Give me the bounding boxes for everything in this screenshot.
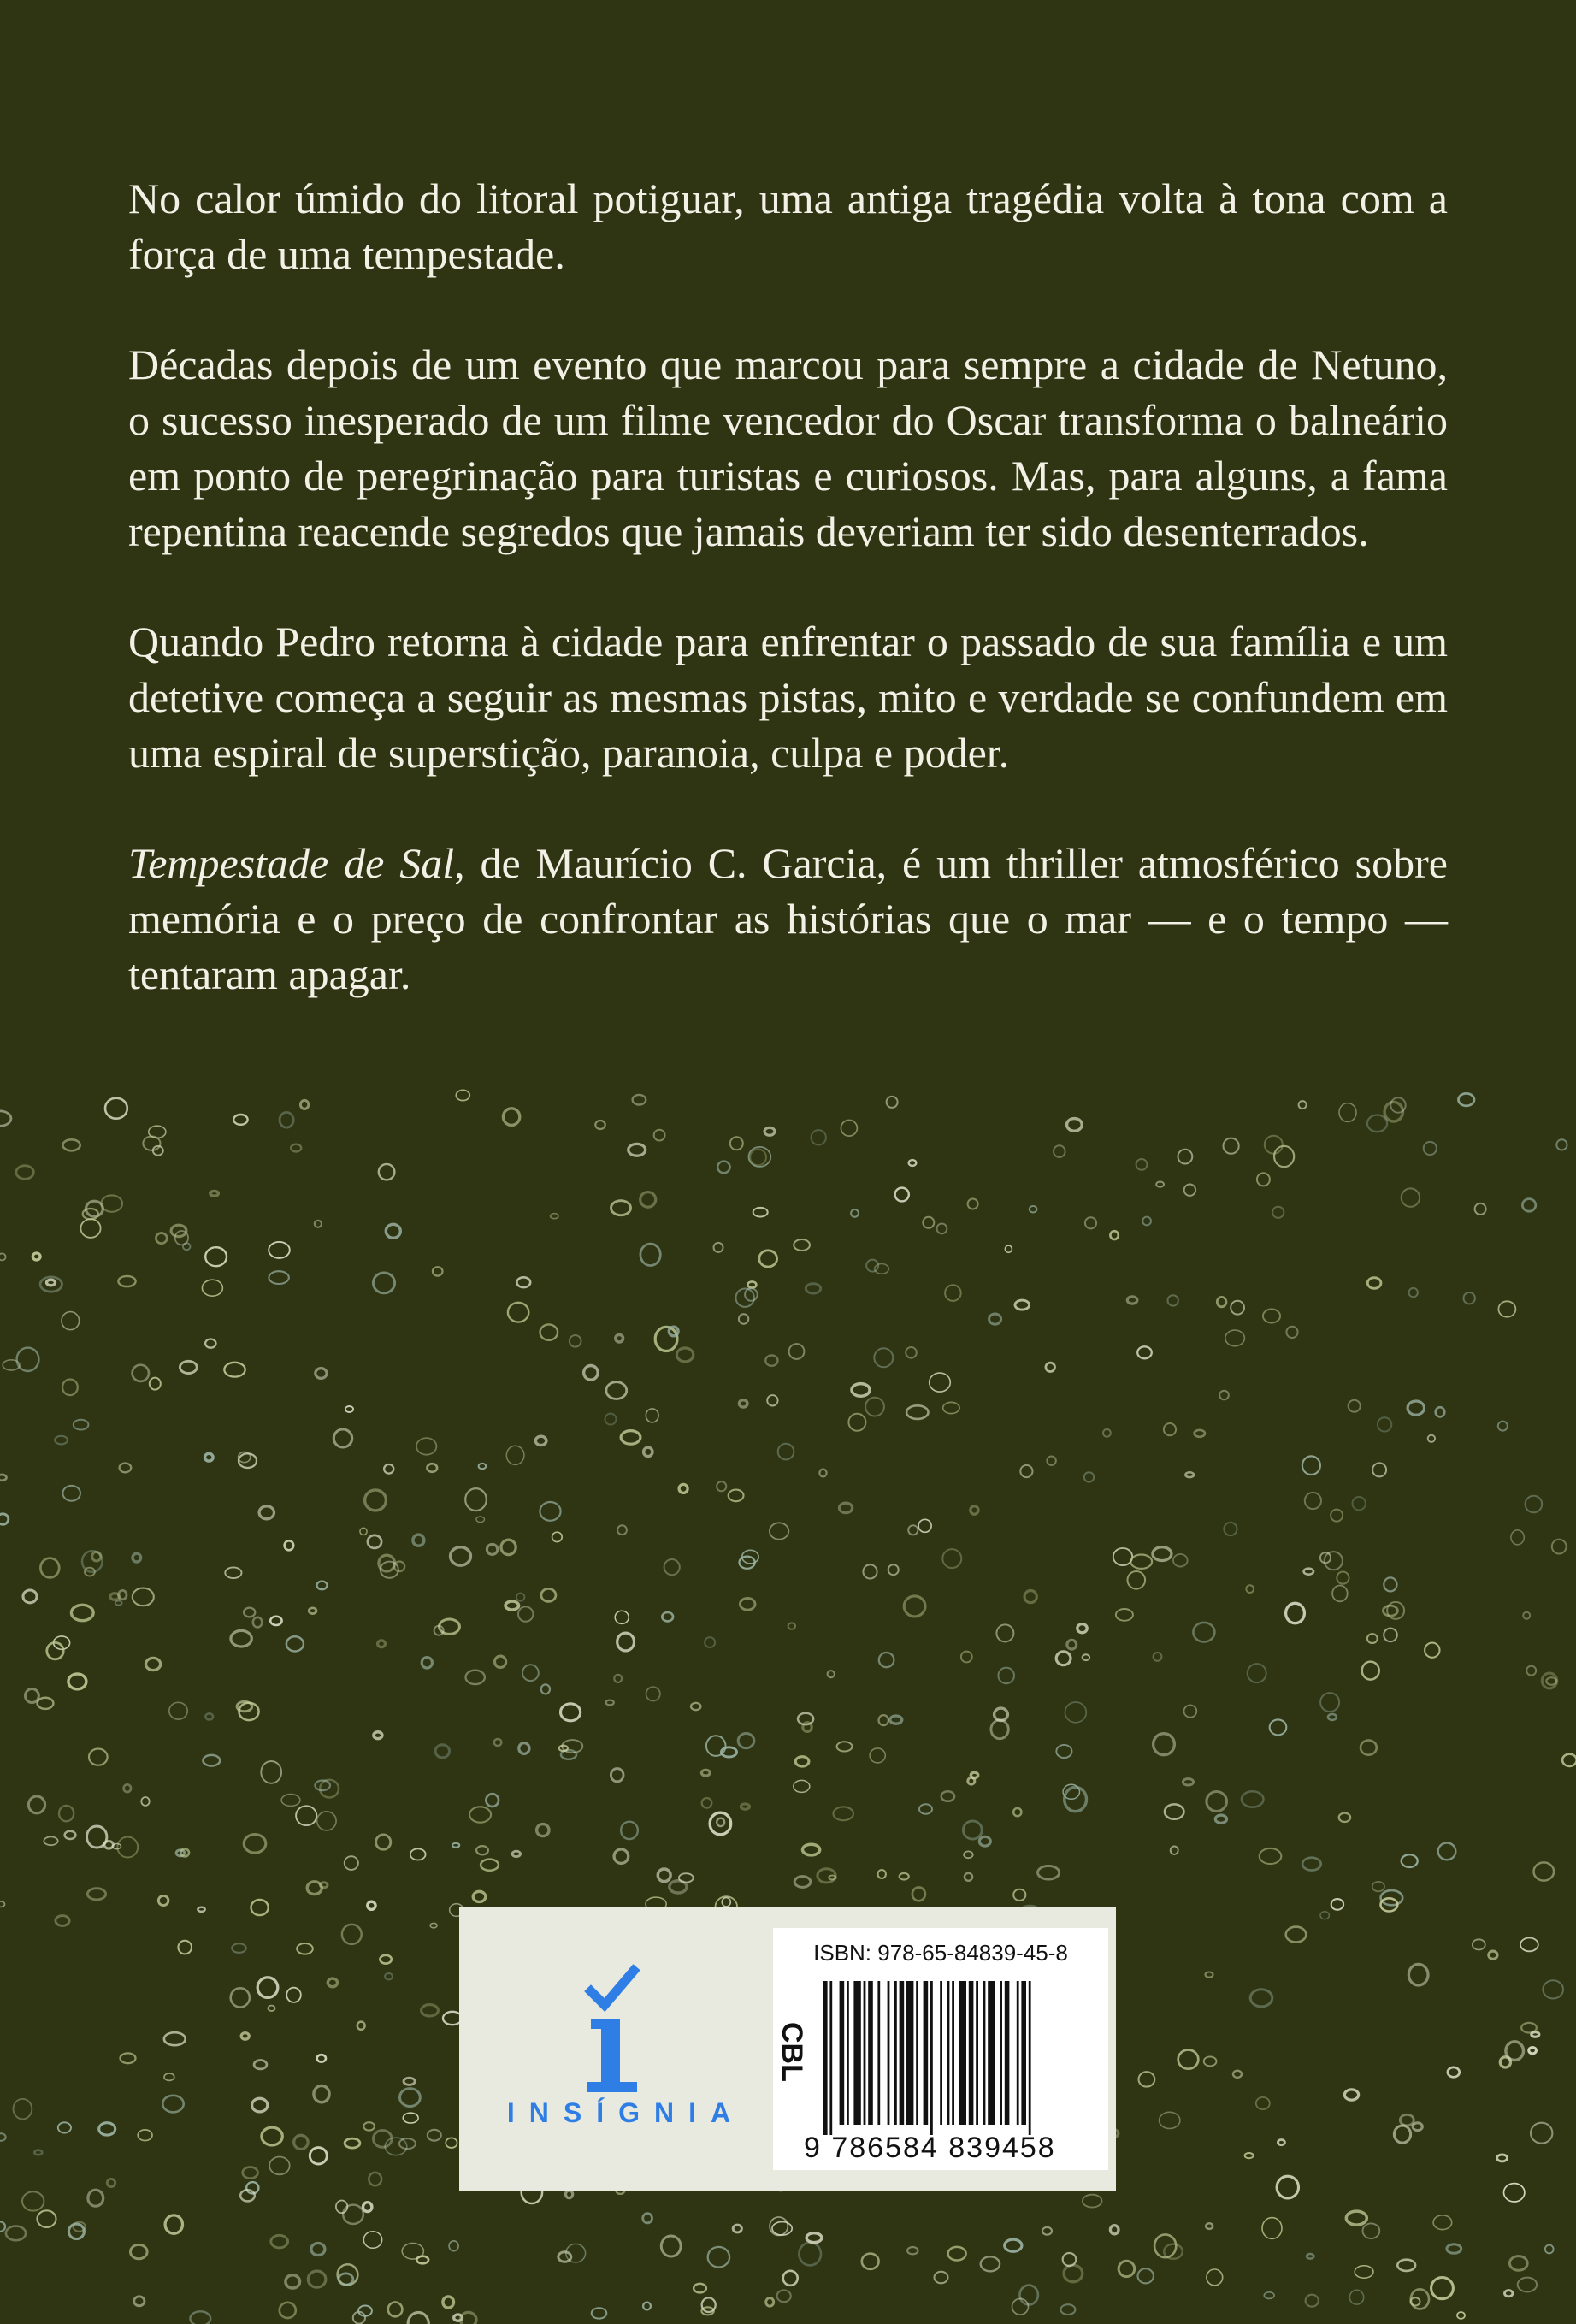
- blurb-paragraph-3: Quando Pedro retorna à cidade para enfrentar o passado de sua família e um detetive começa a seguir as mesmas pistas, mito e verdade se confundem em uma espiral de superstição, paranoia, culpa e poder.: [128, 618, 1448, 777]
- publisher-barcode-panel: [459, 1907, 1116, 2191]
- blurb-paragraph-4: [128, 836, 1448, 1002]
- barcode-digits: 9 786584 839458: [804, 2132, 1056, 2164]
- isbn-label: ISBN: 978-65-84839-45-8: [813, 1940, 1068, 1966]
- blurb-text: [128, 171, 1448, 1057]
- book-title-italic: Tempestade de Sal: [128, 839, 455, 887]
- blurb-paragraph-4-rest: , de Maurício C. Garcia, é um thriller atmosférico sobre memória e o preço de confrontar as histórias que o mar — e o tempo — tentaram apagar.: [128, 839, 1448, 998]
- blurb-paragraph-1: No calor úmido do litoral potiguar, uma antiga tragédia volta à tona com a força de uma tempestade.: [128, 174, 1448, 278]
- isbn-barcode: [773, 1928, 1108, 2170]
- barcode-bars: [821, 1981, 1096, 2135]
- cbl-mark: CBL: [776, 2022, 808, 2082]
- i-with-checkmark-icon: [579, 1962, 647, 2099]
- publisher-logo: [459, 1907, 767, 2191]
- publisher-name: INSÍGNIA: [506, 2097, 746, 2128]
- blurb-paragraph-2: Décadas depois de um evento que marcou para sempre a cidade de Netuno, o sucesso inesperado de um filme vencedor do Oscar transforma o balneário em ponto de peregrinação para turistas e curiosos. Mas, para alguns, a fama repentina reacende segredos que jamais deveriam ter sido desenterrados.: [128, 340, 1448, 555]
